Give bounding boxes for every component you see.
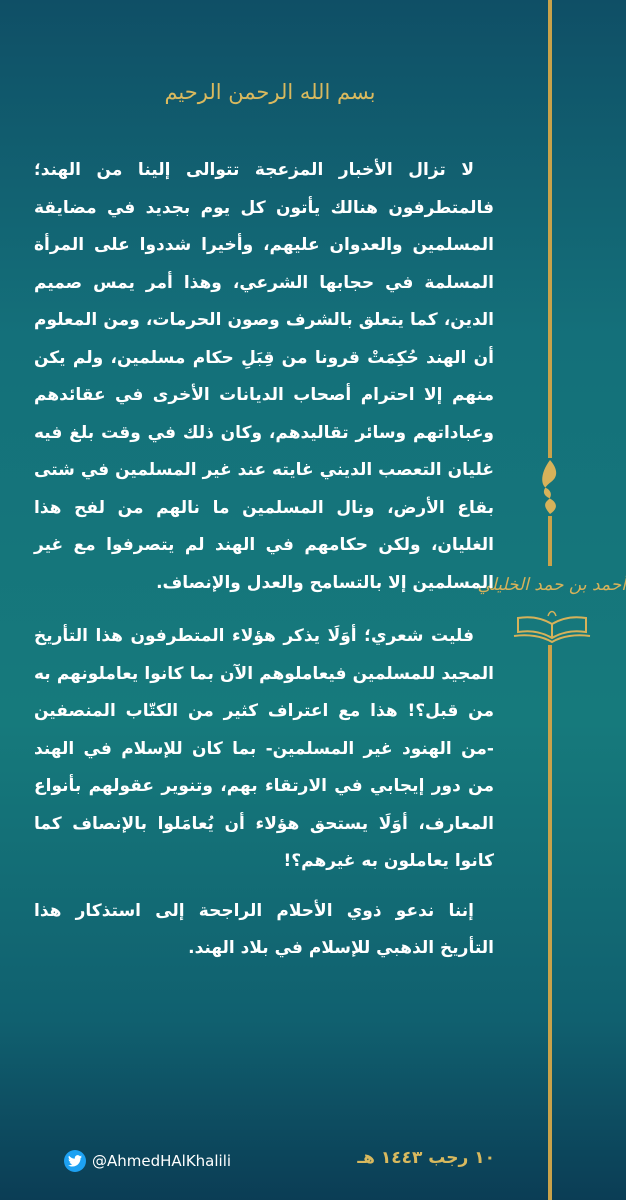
- hijri-date: ١٠ رجب ١٤٤٣ هـ: [357, 1148, 495, 1168]
- twitter-bird-icon: [64, 1150, 86, 1172]
- open-book-icon: [512, 608, 592, 644]
- basmala-heading: بسم الله الرحمن الرحيم: [164, 80, 376, 104]
- twitter-handle-text: @AhmedHAlKhalili: [92, 1152, 232, 1170]
- article-body: [34, 152, 494, 968]
- author-signature: أحمد بن حمد الخليلي: [477, 575, 626, 595]
- calligraphy-ornament-icon: [537, 458, 563, 516]
- gold-divider-line-middle: [548, 516, 552, 566]
- paragraph-3: إننا ندعو ذوي الأحلام الراجحة إلى استذكار هذا التأريخ الذهبي للإسلام في بلاد الهند.: [34, 900, 494, 958]
- paragraph-2: فليت شعري؛ أوَلَا يذكر هؤلاء المتطرفون هذا التأريخ المجيد للمسلمين فيعاملوهم الآن بما كانوا يعاملونهم به من قبل؟! هذا مع اعتراف كثير من الكتّاب المنصفين -من الهنود غير المسلمين- بما كان للإسلام في الهند من دور إيجابي في الارتقاء بهم، وتنوير عقولهم بأنواع المعارف، أوَلَا يستحق هؤلاء أن يُعامَلوا بالإنصاف كما كانوا يعاملون به غيرهم؟!: [34, 626, 494, 871]
- twitter-handle-link[interactable]: [64, 1148, 231, 1174]
- gold-divider-line-top: [548, 0, 552, 458]
- gold-divider-line-bottom: [548, 645, 552, 1200]
- paragraph-1: لا تزال الأخبار المزعجة تتوالى إلينا من الهند؛ فالمتطرفون هنالك يأتون كل يوم بجديد في مضايقة المسلمين والعدوان عليهم، وأخيرا شددوا على المرأة المسلمة في حجابها الشرعي، وهذا أمر يمس صميم الدين، كما يتعلق بالشرف وصون الحرمات، ومن المعلوم أن الهند حُكِمَتْ قرونا من قِبَلِ حكام مسلمين، ولم يكن منهم إلا احترام أصحاب الديانات الأخرى في عقائدهم وعباداتهم وسائر تقاليدهم، وكان ذلك في وقت بلغ فيه غليان التعصب الديني غايته عند غير المسلمين في شتى بقاع الأرض، ونال المسلمين ما نالهم من لفح هذا الغليان، ولكن حكامهم في الهند لم يتصرفوا مع غير المسلمين إلا بالتسامح والعدل والإنصاف.: [34, 160, 494, 593]
